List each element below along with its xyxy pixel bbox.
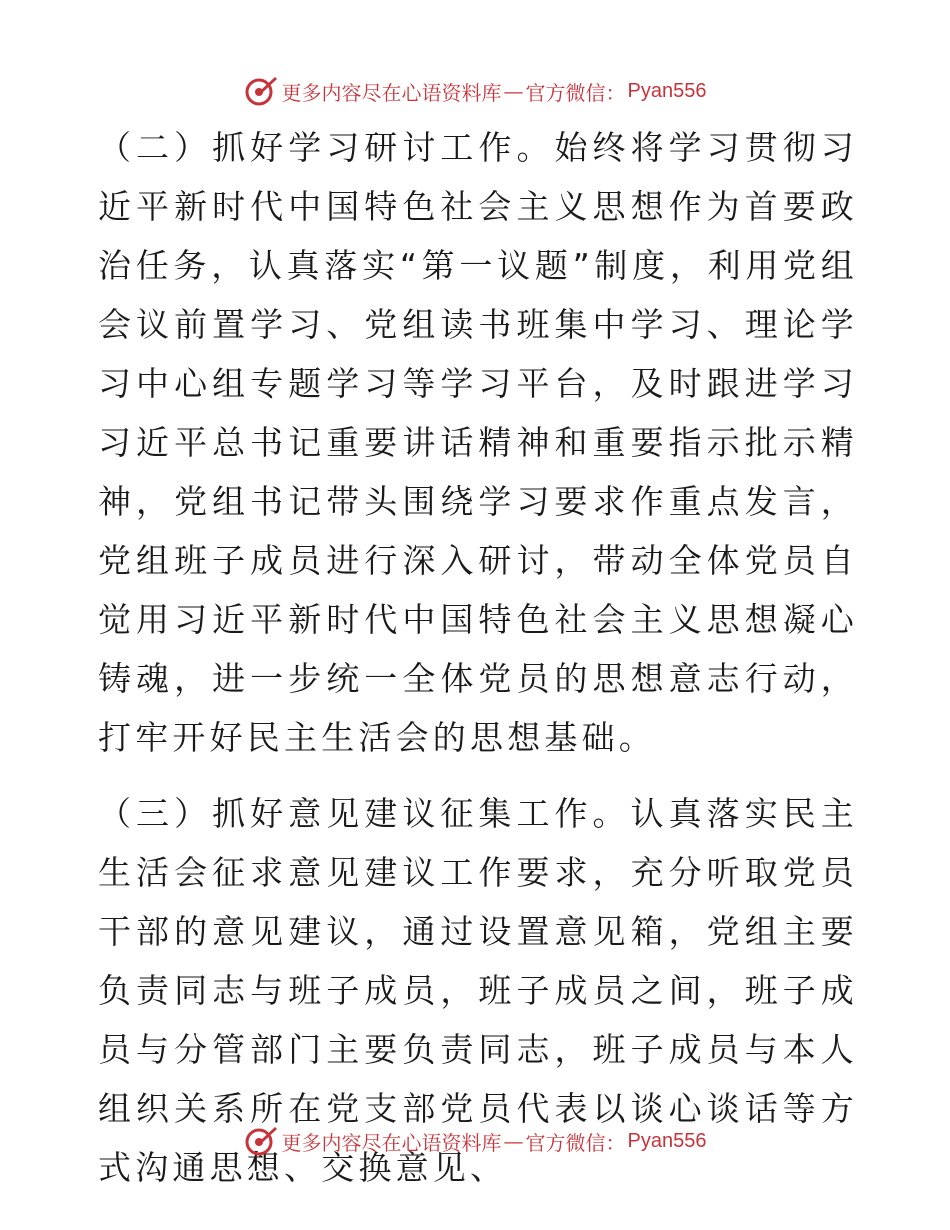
watermark-wechat-label: 官方微信：	[525, 80, 626, 105]
watermark-dash: —	[503, 79, 524, 103]
footer-watermark	[0, 1124, 950, 1158]
watermark-wechat-label: 官方微信：	[525, 1130, 626, 1155]
watermark-dash: —	[503, 1129, 524, 1153]
watermark-text: 更多内容尽在心语资料库	[281, 1130, 502, 1155]
document-body	[98, 118, 858, 1197]
pen-logo-icon	[244, 1124, 278, 1158]
watermark-wechat-id: Pyan556	[627, 1129, 707, 1152]
pen-logo-icon	[244, 74, 278, 108]
watermark-wechat-id: Pyan556	[627, 79, 707, 102]
header-watermark	[0, 74, 950, 108]
paragraph-opinions: （三）抓好意见建议征集工作。认真落实民主生活会征求意见建议工作要求，充分听取党员干部的意见建议，通过设置意见箱，党组主要负责同志与班子成员，班子成员之间，班子成员与分管部门主要负责同志，班子成员与本人组织关系所在党支部党员代表以谈心谈话等方式沟通思想、交换意见、	[98, 794, 858, 1187]
watermark-text: 更多内容尽在心语资料库	[281, 80, 502, 105]
paragraph-study: （二）抓好学习研讨工作。始终将学习贯彻习近平新时代中国特色社会主义思想作为首要政治任务，认真落实“第一议题”制度，利用党组会议前置学习、党组读书班集中学习、理论学习中心组专题学习等学习平台，及时跟进学习习近平总书记重要讲话精神和重要指示批示精神，党组书记带头围绕学习要求作重点发言，党组班子成员进行深入研讨，带动全体党员自觉用习近平新时代中国特色社会主义思想凝心铸魂，进一步统一全体党员的思想意志行动，打牢开好民主生活会的思想基础。	[98, 128, 858, 757]
